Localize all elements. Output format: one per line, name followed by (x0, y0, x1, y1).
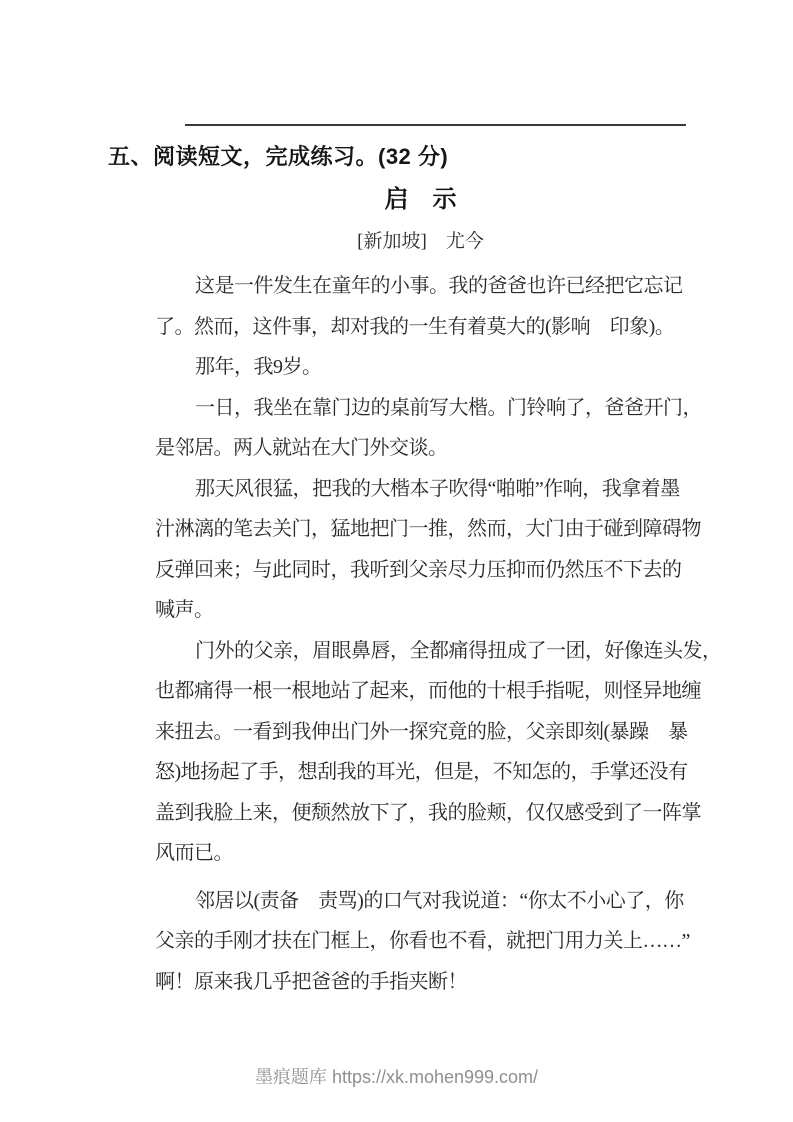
article-body (155, 266, 722, 1002)
paragraph-4 (155, 469, 701, 631)
section-heading: 五、阅读短文，完成练习。(32 分) (108, 144, 449, 169)
text-line: 了。然而，这件事，却对我的一生有着莫大的(影响 印象)。 (155, 315, 675, 338)
text-line: 反弹回来；与此同时，我听到父亲尽力压抑而仍然压不下去的 (155, 558, 682, 581)
text-line: 门外的父亲，眉眼鼻唇，全都痛得扭成了一团，好像连头发， (195, 639, 722, 662)
text-line: 是邻居。两人就站在大门外交谈。 (155, 437, 448, 459)
paragraph-5 (155, 631, 722, 874)
text-line: 啊！原来我几乎把爸爸的手指夹断！ (155, 970, 467, 993)
paragraph-2 (155, 347, 695, 388)
text-line: 父亲的手刚才扶在门框上，你看也不看，就把门用力关上……” (155, 930, 690, 952)
text-line: 这是一件发生在童年的小事。我的爸爸也许已经把它忘记 (195, 275, 683, 297)
text-line: 那年，我9岁。 (195, 356, 322, 378)
article-author: [新加坡] 尤今 (357, 231, 484, 252)
paragraph-3 (155, 388, 702, 469)
footer-watermark (0, 1066, 793, 1088)
text-line: 那天风很猛，把我的大楷本子吹得“啪啪”作响，我拿着墨 (195, 477, 680, 500)
paragraph-6 (155, 881, 695, 1003)
text-line: 也都痛得一根一根地站了起来，而他的十根手指呢，则怪异地缠 (155, 680, 701, 702)
text-line: 盖到我脸上来，便颓然放下了，我的脸颊，仅仅感受到了一阵掌 (155, 801, 701, 824)
text-line: 风而已。 (155, 842, 233, 864)
text-line: 喊声。 (155, 599, 214, 621)
text-line: 汁淋漓的笔去关门，猛地把门一推，然而，大门由于碰到障碍物 (155, 518, 701, 540)
footer-text: 墨痕题库 https://xk.mohen999.com/ (254, 1067, 539, 1087)
text-line: 怒)地扬起了手，想刮我的耳光，但是，不知怎的，手掌还没有 (155, 761, 688, 783)
article-title: 启 示 (384, 186, 457, 213)
text-line: 一日，我坐在靠门边的桌前写大楷。门铃响了，爸爸开门， (195, 396, 702, 419)
divider-line (185, 124, 686, 126)
text-line: 邻居以(责备 责骂)的口气对我说道：“你太不小心了，你 (195, 889, 684, 912)
text-line: 来扭去。一看到我伸出门外一探究竟的脸，父亲即刻(暴躁 暴 (155, 720, 688, 743)
paragraph-1 (155, 266, 695, 347)
